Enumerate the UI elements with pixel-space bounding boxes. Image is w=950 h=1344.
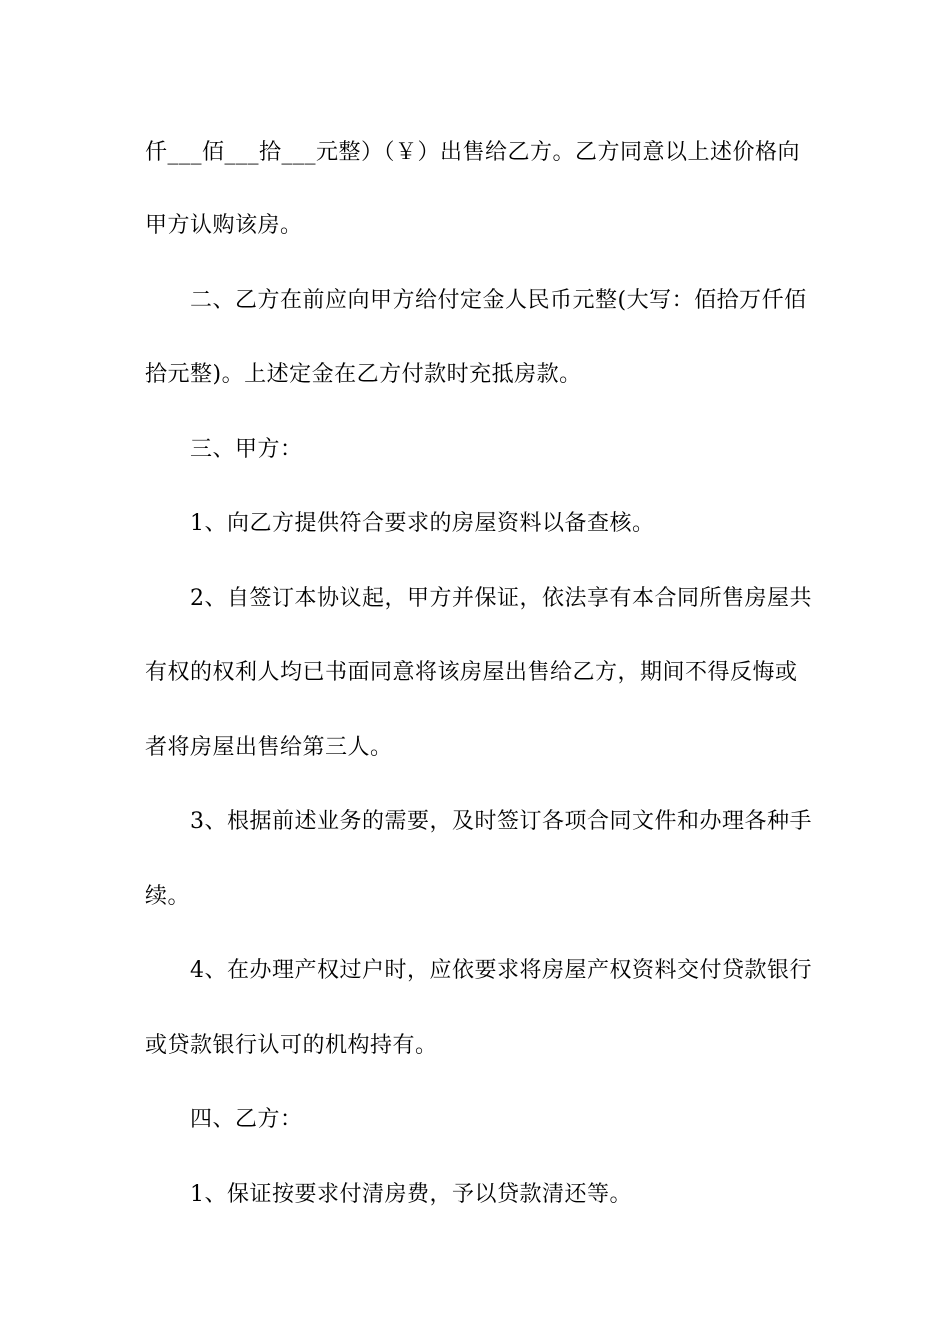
paragraph-line: 或贷款银行认可的机构持有。 — [145, 1033, 438, 1058]
paragraph-line: 者将房屋出售给第三人。 — [145, 735, 393, 760]
paragraph-line: 有权的权利人均已书面同意将该房屋出售给乙方，期间不得反悔或 — [145, 660, 798, 685]
section-heading: 三、甲方： — [190, 437, 303, 462]
paragraph-line: 2、自签订本协议起，甲方并保证，依法享有本合同所售房屋共 — [190, 586, 812, 611]
paragraph-line: 仟___佰___拾___元整）（￥）出售给乙方。乙方同意以上述价格向 — [145, 140, 801, 165]
paragraph-line: 续。 — [145, 884, 191, 909]
paragraph-line: 3、根据前述业务的需要，及时签订各项合同文件和办理各种手 — [190, 809, 812, 834]
paragraph-line: 二、乙方在前应向甲方给付定金人民币元整(大写：佰拾万仟佰 — [190, 288, 807, 313]
paragraph-line: 1、向乙方提供符合要求的房屋资料以备查核。 — [190, 511, 655, 536]
paragraph-line: 1、保证按要求付清房费，予以贷款清还等。 — [190, 1182, 632, 1207]
paragraph-line: 拾元整)。上述定金在乙方付款时充抵房款。 — [145, 362, 582, 387]
paragraph-line: 甲方认购该房。 — [145, 213, 303, 238]
paragraph-line: 4、在办理产权过户时，应依要求将房屋产权资料交付贷款银行 — [190, 958, 812, 983]
section-heading: 四、乙方： — [190, 1107, 303, 1132]
